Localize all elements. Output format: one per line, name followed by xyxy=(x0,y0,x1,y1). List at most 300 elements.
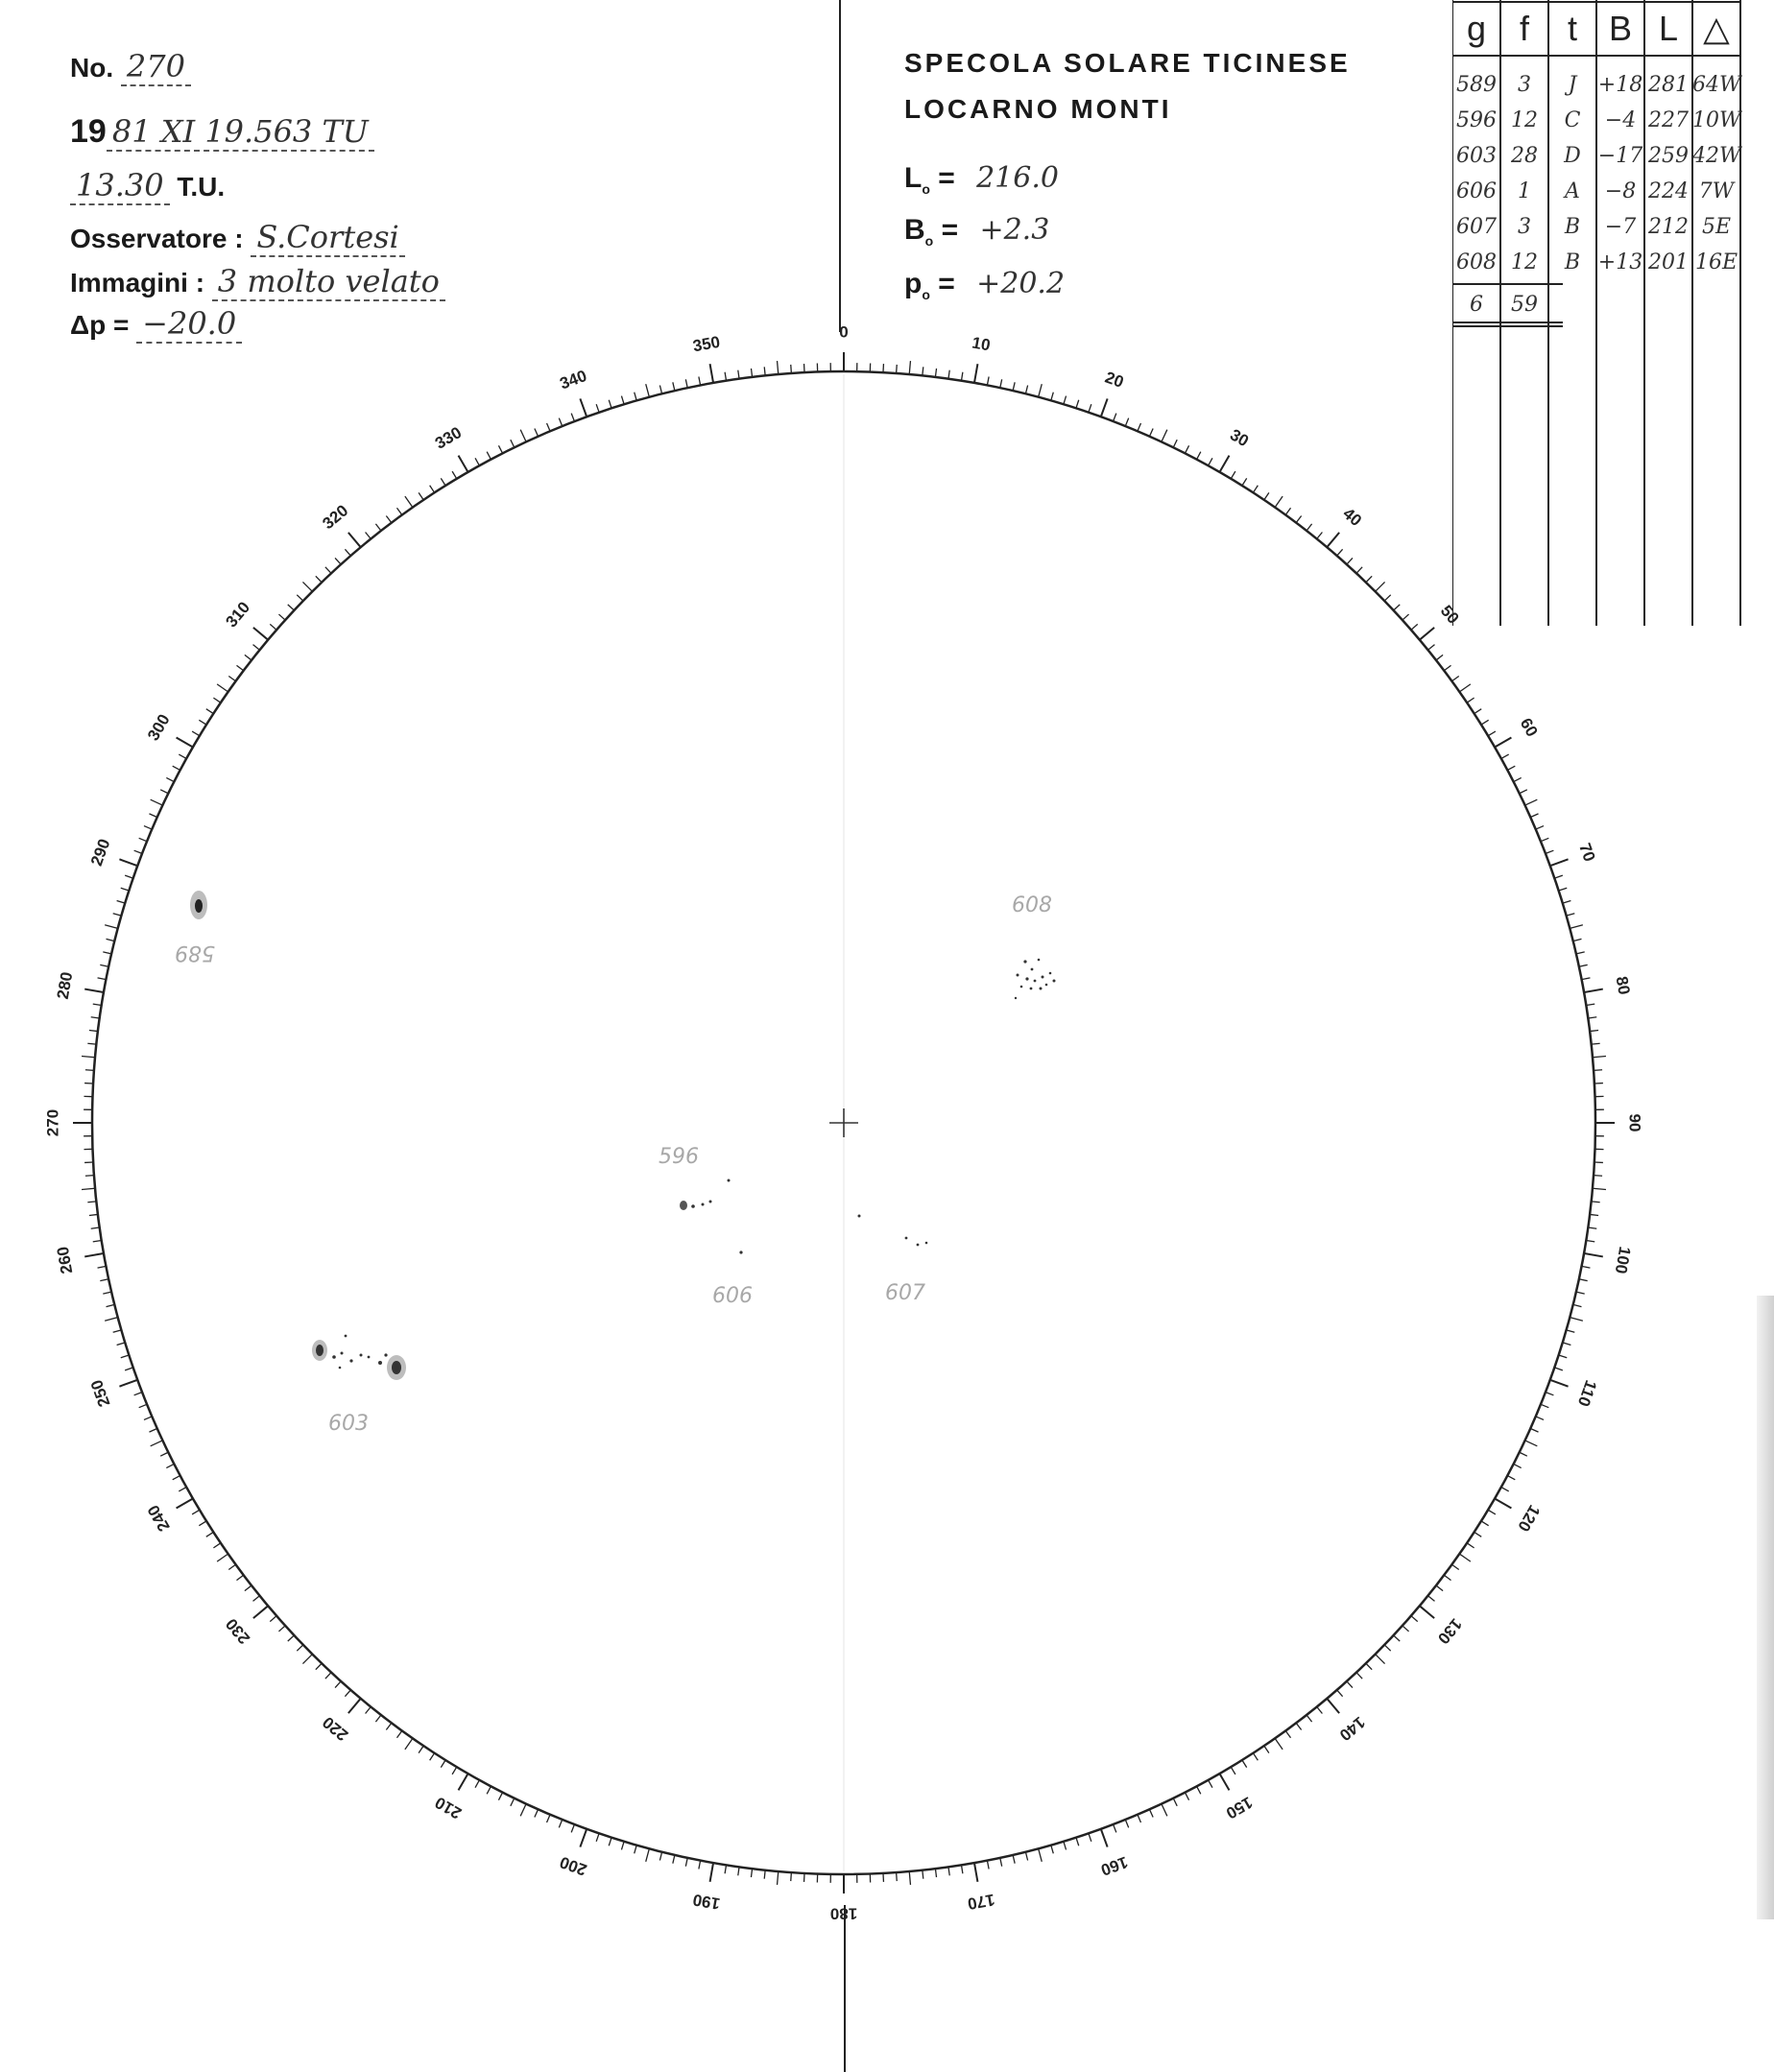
scale-tick xyxy=(571,414,574,421)
scale-tick xyxy=(1514,777,1522,781)
scale-tick xyxy=(166,1464,174,1467)
observatory-location: LOCARNO MONTI xyxy=(904,94,1172,124)
scale-tick xyxy=(635,393,636,401)
scale-tick xyxy=(475,458,479,465)
scale-label-20: 20 xyxy=(1102,368,1126,392)
scale-tick xyxy=(1582,1266,1591,1268)
scale-tick xyxy=(297,1645,302,1651)
scale-tick xyxy=(1384,595,1390,601)
scale-tick xyxy=(1459,684,1470,692)
scale-tick xyxy=(213,1543,220,1548)
scale-tick xyxy=(1530,814,1538,818)
table-cell: 42W xyxy=(1692,144,1741,168)
group-label-606: 606 xyxy=(712,1284,753,1308)
scale-tick xyxy=(1317,533,1323,539)
scale-tick xyxy=(430,486,435,493)
scale-tick xyxy=(1541,838,1548,841)
scale-tick xyxy=(245,655,252,660)
table-cell: +13 xyxy=(1597,250,1643,274)
scale-tick xyxy=(659,386,661,394)
table-cell: 607 xyxy=(1456,215,1497,239)
scale-tick xyxy=(1285,508,1290,514)
scale-tick xyxy=(1089,404,1091,413)
scale-tick xyxy=(375,524,381,531)
scale-tick xyxy=(511,1798,515,1806)
scale-tick xyxy=(1025,386,1027,394)
scale-label-110: 110 xyxy=(1573,1377,1600,1409)
scale-tick xyxy=(278,614,285,620)
scale-tick xyxy=(144,826,152,830)
scale-tick xyxy=(1275,496,1283,507)
scale-tick xyxy=(1138,1815,1141,1822)
param-B0-label: B xyxy=(904,214,925,246)
scale-tick xyxy=(1576,1292,1585,1294)
scale-tick xyxy=(1592,1202,1600,1203)
scale-label-300: 300 xyxy=(144,710,174,745)
date-value: 81 XI 19.563 TU xyxy=(107,113,374,152)
scale-tick xyxy=(1025,1852,1027,1861)
table-cell: J xyxy=(1568,73,1577,97)
table-header-0: g xyxy=(1466,9,1487,48)
report-number-label: No. xyxy=(70,53,114,83)
table-cell: −17 xyxy=(1597,144,1643,168)
scale-tick xyxy=(253,645,260,651)
scale-label-160: 160 xyxy=(1098,1852,1131,1880)
scale-tick xyxy=(1076,400,1079,409)
scale-label-140: 140 xyxy=(1335,1712,1369,1745)
scale-tick xyxy=(699,377,701,386)
scale-tick xyxy=(487,452,491,460)
table-cell: −8 xyxy=(1604,179,1637,203)
scale-tick xyxy=(1474,1532,1482,1536)
scale-tick xyxy=(1384,1645,1390,1651)
scale-tick xyxy=(1366,576,1372,582)
scale-label-180: 180 xyxy=(829,1904,858,1923)
scale-tick xyxy=(100,965,108,966)
sunspot-group-608 xyxy=(1012,893,1056,999)
scale-tick xyxy=(419,1746,423,1752)
scale-tick xyxy=(1444,1575,1450,1580)
scale-tick xyxy=(345,1690,350,1697)
scale-tick xyxy=(1039,1848,1043,1862)
scale-tick xyxy=(961,1865,962,1873)
scale-tick xyxy=(498,445,502,453)
group-label-607: 607 xyxy=(885,1281,925,1305)
param-p0-label: p xyxy=(904,268,923,299)
scale-tick xyxy=(103,1292,111,1294)
scale-tick xyxy=(366,1707,372,1714)
scale-tick xyxy=(1501,1488,1509,1491)
scale-tick xyxy=(1296,515,1301,522)
scale-label-320: 320 xyxy=(319,501,352,534)
scale-tick xyxy=(1064,1842,1067,1850)
scale-tick xyxy=(113,1330,122,1332)
scale-tick xyxy=(1563,900,1571,903)
scale-tick xyxy=(149,814,156,818)
table-total: 59 xyxy=(1511,293,1538,317)
scale-tick xyxy=(1253,1753,1258,1761)
scale-tick xyxy=(520,1804,526,1817)
scale-tick xyxy=(778,1871,779,1885)
scale-tick xyxy=(1209,1780,1212,1788)
scale-tick xyxy=(85,1070,94,1071)
observatory-name: SPECOLA SOLARE TICINESE xyxy=(904,48,1351,78)
table-cell: 606 xyxy=(1456,179,1497,203)
scale-tick xyxy=(1576,952,1585,954)
scale-tick xyxy=(1501,754,1509,758)
scale-tick xyxy=(302,582,312,591)
table-header-4: L xyxy=(1658,9,1679,48)
scale-tick xyxy=(1520,1452,1527,1456)
table-cell: 3 xyxy=(1518,73,1531,97)
scale-tick xyxy=(1488,731,1496,736)
scale-label-130: 130 xyxy=(1433,1614,1466,1648)
scale-tick xyxy=(1481,1521,1489,1526)
scale-tick xyxy=(1582,978,1591,980)
scale-tick xyxy=(335,1681,341,1688)
scale-tick xyxy=(1317,1707,1323,1714)
scale-tick xyxy=(1436,1585,1443,1591)
scale-tick xyxy=(1366,1663,1372,1669)
scale-tick xyxy=(535,428,539,436)
scale-tick xyxy=(1451,1564,1458,1569)
param-B0: $B_o = +2.3$ xyxy=(904,213,1050,249)
scale-label-70: 70 xyxy=(1575,841,1599,865)
scale-tick xyxy=(559,418,562,426)
time-value: 13.30 xyxy=(70,167,170,205)
scale-label-290: 290 xyxy=(86,836,114,869)
scale-label-220: 220 xyxy=(319,1712,352,1745)
scale-tick xyxy=(82,1188,95,1189)
sunspot-group-607 xyxy=(858,1215,928,1306)
scale-tick xyxy=(316,1663,322,1669)
scale-tick xyxy=(1114,1824,1116,1832)
scale-tick xyxy=(119,859,137,866)
scale-tick xyxy=(228,676,235,680)
scale-tick xyxy=(87,1202,96,1203)
scale-tick xyxy=(635,1846,636,1854)
table-cell: B xyxy=(1564,250,1581,274)
scale-tick xyxy=(82,1057,95,1058)
scale-tick xyxy=(288,605,295,610)
scale-tick xyxy=(1474,709,1482,714)
scale-tick xyxy=(1231,1767,1235,1774)
scale-tick xyxy=(87,1043,96,1044)
scale-tick xyxy=(1546,850,1553,853)
scale-tick xyxy=(498,1793,502,1800)
scale-tick xyxy=(91,1017,100,1018)
table-cell: 281 xyxy=(1648,73,1689,97)
scale-tick xyxy=(1000,1858,1002,1867)
scale-tick xyxy=(909,361,910,374)
table-cell: +18 xyxy=(1597,73,1643,97)
scale-tick xyxy=(621,396,624,405)
scale-tick xyxy=(1592,1043,1600,1044)
sunspot-group-603 xyxy=(312,1335,406,1436)
scale-tick xyxy=(1507,1476,1515,1480)
scale-tick xyxy=(710,364,713,383)
scale-tick xyxy=(1451,676,1458,680)
scale-tick xyxy=(764,1870,765,1879)
scale-tick xyxy=(751,369,752,377)
param-p0: $p_o = +20.2$ xyxy=(904,267,1066,302)
scale-tick xyxy=(1162,1804,1167,1817)
sunspot-group-596 xyxy=(659,1145,731,1210)
scale-tick xyxy=(1573,939,1582,941)
scale-label-210: 210 xyxy=(431,1793,466,1822)
scale-tick xyxy=(1520,790,1527,794)
table-header-3: B xyxy=(1608,9,1632,48)
scale-tick xyxy=(1554,875,1563,878)
scale-tick xyxy=(1563,1343,1571,1346)
scale-tick xyxy=(1149,1809,1153,1817)
table-cell: 5E xyxy=(1701,215,1732,239)
scale-tick xyxy=(1296,1723,1301,1729)
scale-tick xyxy=(1089,1833,1091,1842)
scale-tick xyxy=(1594,1070,1602,1071)
scale-tick xyxy=(1253,486,1258,493)
scale-tick xyxy=(1173,440,1177,447)
param-L0-label: L xyxy=(904,162,923,194)
images-value: 3 molto velato xyxy=(212,263,445,301)
scale-tick xyxy=(535,1809,539,1817)
scan-edge-shadow xyxy=(1757,1296,1774,1919)
scale-tick xyxy=(270,624,276,630)
table-cell: 12 xyxy=(1511,108,1538,132)
scale-label-100: 100 xyxy=(1611,1245,1635,1275)
scale-tick xyxy=(89,1214,98,1215)
scale-tick xyxy=(1530,1428,1538,1432)
scale-tick xyxy=(1525,1441,1538,1446)
scale-tick xyxy=(1275,1738,1283,1749)
scale-tick xyxy=(121,1355,130,1358)
scale-tick xyxy=(1428,1596,1435,1602)
scale-tick xyxy=(419,492,423,499)
scale-tick xyxy=(1467,1543,1474,1548)
scale-tick xyxy=(1588,1227,1596,1228)
scale-tick xyxy=(151,1441,163,1446)
scale-tick xyxy=(1347,558,1353,564)
images-label: Immagini : xyxy=(70,268,205,298)
scale-label-350: 350 xyxy=(691,332,722,356)
scale-tick xyxy=(1220,456,1230,472)
scale-tick xyxy=(710,1863,713,1882)
scale-tick xyxy=(1264,492,1269,499)
scale-tick xyxy=(609,400,611,409)
scale-tick xyxy=(179,754,186,758)
scale-tick xyxy=(1536,826,1544,830)
scale-label-170: 170 xyxy=(966,1890,996,1914)
scale-tick xyxy=(1514,1464,1522,1467)
scale-tick xyxy=(646,1848,650,1862)
scale-tick xyxy=(974,364,977,383)
scale-tick xyxy=(270,1616,276,1622)
scale-tick xyxy=(366,533,372,539)
scale-tick xyxy=(897,365,898,373)
scale-tick xyxy=(738,370,739,379)
scale-tick xyxy=(1394,605,1401,610)
scale-tick xyxy=(1579,965,1588,966)
scale-tick xyxy=(1570,1318,1583,1322)
scale-tick xyxy=(547,423,551,431)
scale-tick xyxy=(93,1240,102,1241)
scale-tick xyxy=(1459,1554,1470,1561)
scale-tick xyxy=(935,1869,936,1877)
scale-tick xyxy=(253,1596,260,1602)
sunspot-group-606 xyxy=(712,1250,753,1308)
scale-tick xyxy=(1185,445,1188,453)
scale-tick xyxy=(125,875,133,878)
scale-tick xyxy=(121,888,130,891)
table-cell: 201 xyxy=(1648,250,1689,274)
group-label-608: 608 xyxy=(1012,893,1052,917)
scale-tick xyxy=(1209,458,1212,465)
scale-tick xyxy=(751,1869,752,1877)
scale-tick xyxy=(192,1510,200,1514)
scale-tick xyxy=(245,1585,252,1591)
scale-tick xyxy=(151,799,163,805)
table-cell: 227 xyxy=(1648,108,1689,132)
scale-tick xyxy=(103,952,111,954)
delta-p-label: Δp = xyxy=(70,310,130,340)
scale-tick xyxy=(1173,1798,1177,1806)
scale-tick xyxy=(1567,914,1575,916)
scale-tick xyxy=(699,1861,701,1870)
scale-tick xyxy=(791,1872,792,1881)
sunspot-group-589 xyxy=(175,891,215,965)
scale-tick xyxy=(1337,1690,1343,1697)
scale-tick xyxy=(1546,1393,1553,1395)
table-cell: 16E xyxy=(1694,250,1738,274)
scale-tick xyxy=(1013,1855,1015,1864)
scale-tick xyxy=(1559,1355,1568,1358)
scale-tick xyxy=(217,1554,228,1561)
scale-label-30: 30 xyxy=(1227,425,1252,451)
table-total: 6 xyxy=(1470,293,1483,317)
scale-tick xyxy=(1420,1606,1434,1618)
scale-tick xyxy=(1590,1214,1598,1215)
scale-tick xyxy=(1307,1715,1312,1722)
scale-tick xyxy=(1588,1017,1596,1018)
scale-tick xyxy=(166,777,174,781)
scale-tick xyxy=(1467,698,1474,703)
observer-label: Osservatore : xyxy=(70,224,244,253)
scale-tick xyxy=(139,838,147,841)
scale-tick xyxy=(948,1867,949,1875)
table-cell: 10W xyxy=(1692,108,1741,132)
scale-tick xyxy=(1307,524,1312,531)
scale-tick xyxy=(1428,645,1435,651)
delta-p-value: −20.0 xyxy=(136,305,242,344)
scale-tick xyxy=(173,766,180,770)
scale-tick xyxy=(1327,1699,1339,1713)
scale-tick xyxy=(1550,1380,1569,1387)
scale-tick xyxy=(1125,1820,1128,1827)
table-header-1: f xyxy=(1519,9,1529,48)
scale-tick xyxy=(1584,989,1603,992)
scale-tick xyxy=(1356,1673,1362,1679)
scale-tick xyxy=(487,1786,491,1794)
scale-tick xyxy=(1444,665,1450,670)
table-cell: 603 xyxy=(1456,144,1497,168)
scale-tick xyxy=(441,478,445,486)
scale-label-60: 60 xyxy=(1516,715,1542,740)
scale-tick xyxy=(100,1279,108,1281)
scale-tick xyxy=(217,684,228,692)
scale-tick xyxy=(673,1855,675,1864)
scale-tick xyxy=(452,1767,457,1774)
table-cell: −4 xyxy=(1604,108,1637,132)
scale-tick xyxy=(580,398,587,417)
table-cell: −7 xyxy=(1604,215,1637,239)
table-cell: 1 xyxy=(1518,179,1531,203)
scale-tick xyxy=(1356,567,1362,574)
scale-tick xyxy=(302,1655,312,1664)
scale-tick xyxy=(1411,1616,1418,1622)
scale-tick xyxy=(1285,1730,1290,1737)
scale-tick xyxy=(935,369,936,377)
scale-tick xyxy=(459,1774,468,1790)
scale-tick xyxy=(84,1253,104,1256)
scale-tick xyxy=(236,665,243,670)
report-number-value: 270 xyxy=(121,48,191,86)
scale-tick xyxy=(909,1871,910,1885)
scale-tick xyxy=(609,1838,611,1846)
scale-tick xyxy=(348,1699,361,1713)
scale-tick xyxy=(596,1833,599,1842)
scale-tick xyxy=(1579,1279,1588,1281)
scale-tick xyxy=(1039,384,1043,397)
group-label-603: 603 xyxy=(328,1412,369,1436)
scale-tick xyxy=(192,731,200,736)
table-cell: D xyxy=(1564,144,1581,168)
scale-tick xyxy=(1064,396,1067,405)
scale-tick xyxy=(459,456,468,472)
scale-tick xyxy=(253,628,268,640)
scale-tick xyxy=(396,1730,401,1737)
scale-tick xyxy=(948,370,949,379)
scale-tick xyxy=(547,1815,551,1822)
scale-tick xyxy=(1586,1004,1594,1005)
scale-tick xyxy=(1101,1829,1108,1847)
scale-tick xyxy=(987,377,989,386)
table-cell: 212 xyxy=(1648,215,1689,239)
scale-tick xyxy=(685,1858,687,1867)
scale-tick xyxy=(179,1488,186,1491)
sunspot-table xyxy=(1452,0,1742,626)
scale-label-150: 150 xyxy=(1222,1793,1257,1822)
scale-tick xyxy=(1000,379,1002,388)
scale-tick xyxy=(288,1635,295,1641)
scale-tick xyxy=(213,698,220,703)
scale-tick xyxy=(1376,1655,1385,1664)
scale-tick xyxy=(335,558,341,564)
scale-tick xyxy=(1481,720,1489,725)
scale-tick xyxy=(1242,1760,1247,1768)
scale-tick xyxy=(1149,428,1153,436)
scale-tick xyxy=(659,1852,661,1861)
scale-tick xyxy=(1570,925,1583,929)
scale-tick xyxy=(1559,888,1568,891)
scale-tick xyxy=(228,1564,235,1569)
table-cell: 12 xyxy=(1511,250,1538,274)
scale-tick xyxy=(278,1626,285,1631)
scale-label-0: 0 xyxy=(839,322,849,342)
scale-tick xyxy=(1420,628,1434,640)
scale-tick xyxy=(1411,624,1418,630)
scale-tick xyxy=(1162,430,1167,442)
scale-tick xyxy=(144,1417,152,1420)
